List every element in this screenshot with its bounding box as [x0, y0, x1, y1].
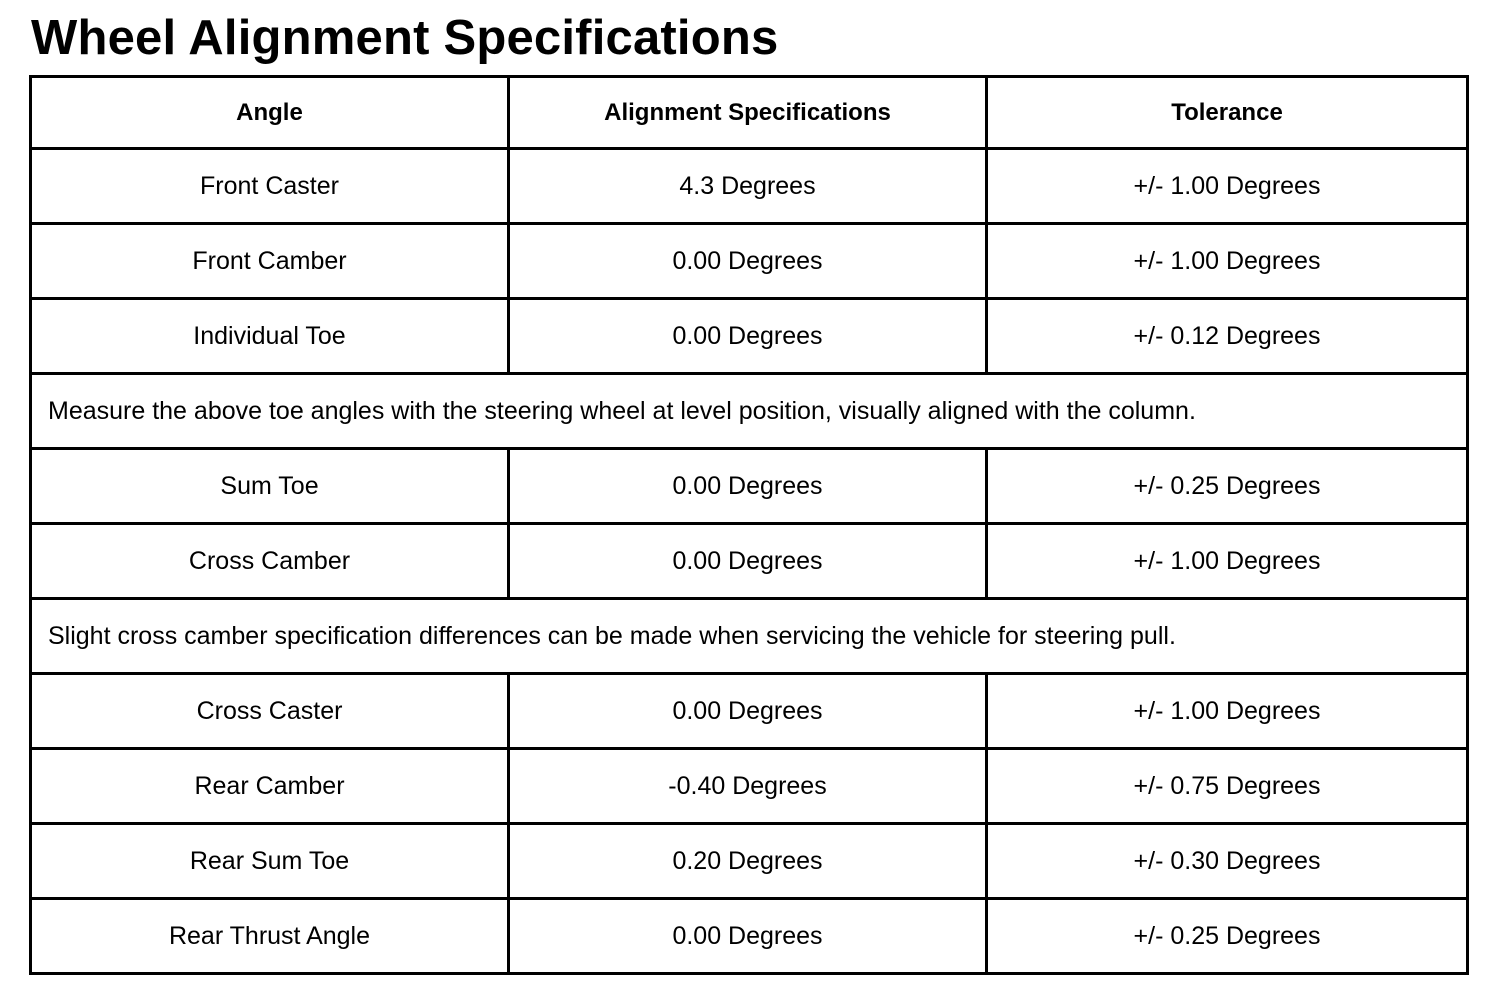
spec-cell: 0.00 Degrees	[509, 524, 987, 599]
tolerance-cell: +/- 0.12 Degrees	[987, 299, 1468, 374]
angle-cell: Cross Caster	[31, 674, 509, 749]
note-cell: Slight cross camber specification differences can be made when servicing the vehicle for steering pull.	[31, 599, 1468, 674]
column-header-tolerance: Tolerance	[987, 77, 1468, 149]
tolerance-cell: +/- 0.25 Degrees	[987, 449, 1468, 524]
angle-cell: Front Camber	[31, 224, 509, 299]
spec-cell: 4.3 Degrees	[509, 149, 987, 224]
table-row	[31, 224, 1468, 299]
tolerance-cell: +/- 0.30 Degrees	[987, 824, 1468, 899]
table-row	[31, 824, 1468, 899]
spec-cell: -0.40 Degrees	[509, 749, 987, 824]
spec-cell: 0.00 Degrees	[509, 899, 987, 974]
tolerance-cell: +/- 1.00 Degrees	[987, 149, 1468, 224]
table-row	[31, 449, 1468, 524]
table-row	[31, 749, 1468, 824]
alignment-spec-table	[29, 75, 1469, 975]
angle-cell: Cross Camber	[31, 524, 509, 599]
angle-cell: Front Caster	[31, 149, 509, 224]
spec-cell: 0.00 Degrees	[509, 449, 987, 524]
note-cell: Measure the above toe angles with the steering wheel at level position, visually aligned with the column.	[31, 374, 1468, 449]
angle-cell: Rear Sum Toe	[31, 824, 509, 899]
table-header-row	[31, 77, 1468, 149]
tolerance-cell: +/- 0.25 Degrees	[987, 899, 1468, 974]
tolerance-cell: +/- 1.00 Degrees	[987, 224, 1468, 299]
table-row	[31, 299, 1468, 374]
angle-cell: Rear Camber	[31, 749, 509, 824]
table-row	[31, 674, 1468, 749]
tolerance-cell: +/- 1.00 Degrees	[987, 674, 1468, 749]
spec-cell: 0.00 Degrees	[509, 224, 987, 299]
table-row	[31, 524, 1468, 599]
note-row	[31, 374, 1468, 449]
column-header-specification: Alignment Specifications	[509, 77, 987, 149]
table-row	[31, 899, 1468, 974]
page-title: Wheel Alignment Specifications	[31, 11, 779, 65]
column-header-angle: Angle	[31, 77, 509, 149]
angle-cell: Rear Thrust Angle	[31, 899, 509, 974]
tolerance-cell: +/- 0.75 Degrees	[987, 749, 1468, 824]
spec-cell: 0.00 Degrees	[509, 674, 987, 749]
note-row	[31, 599, 1468, 674]
angle-cell: Individual Toe	[31, 299, 509, 374]
tolerance-cell: +/- 1.00 Degrees	[987, 524, 1468, 599]
spec-cell: 0.20 Degrees	[509, 824, 987, 899]
angle-cell: Sum Toe	[31, 449, 509, 524]
table-row	[31, 149, 1468, 224]
spec-cell: 0.00 Degrees	[509, 299, 987, 374]
